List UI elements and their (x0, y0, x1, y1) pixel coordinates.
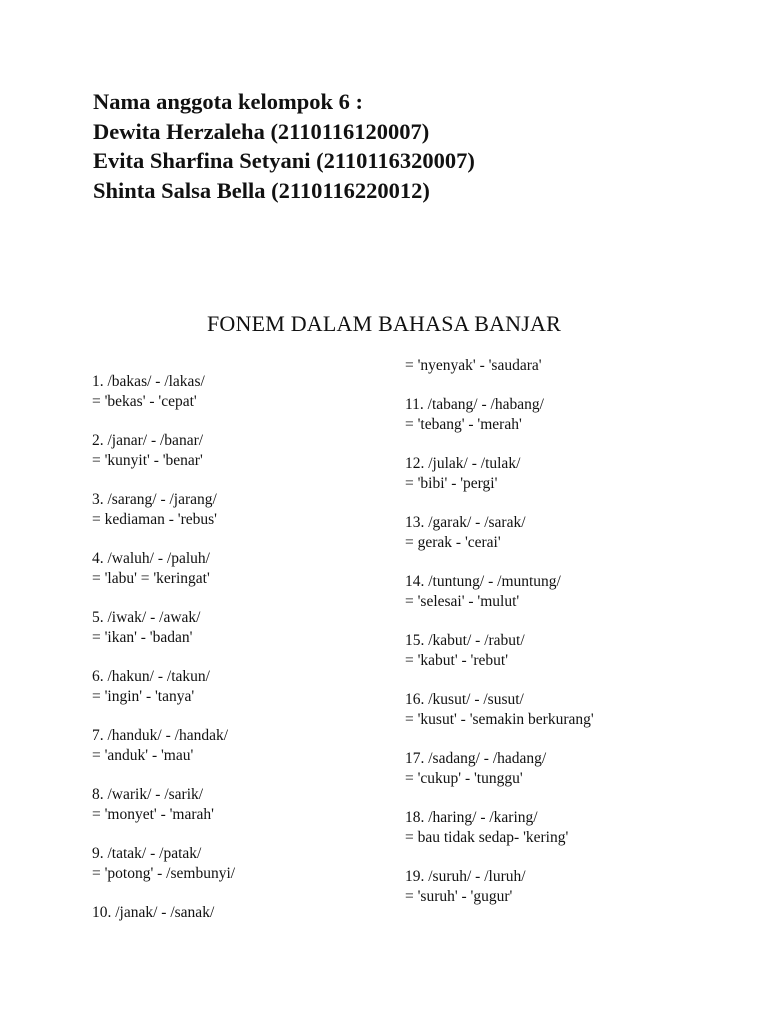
phoneme-pair: 1. /bakas/ - /lakas/ (92, 373, 205, 390)
meaning: = 'kunyit' - 'benar' (92, 452, 203, 469)
member-3: Shinta Salsa Bella (2110116220012) (93, 177, 430, 203)
phoneme-pair: 10. /janak/ - /sanak/ (92, 904, 215, 921)
meaning: = bau tidak sedap- 'kering' (405, 829, 569, 846)
phoneme-pair: 8. /warik/ - /sarik/ (92, 786, 204, 803)
list-item (92, 903, 235, 923)
list-item (92, 490, 235, 530)
phoneme-pair: 5. /iwak/ - /awak/ (92, 609, 201, 626)
phoneme-pair: 19. /suruh/ - /luruh/ (405, 868, 526, 885)
phoneme-pair: 3. /sarang/ - /jarang/ (92, 491, 217, 508)
list-item (405, 454, 594, 494)
list-item (92, 844, 235, 884)
list-item (405, 867, 594, 907)
list-item (92, 549, 235, 589)
meaning: = kediaman - 'rebus' (92, 511, 217, 528)
meaning: = 'labu' = 'keringat' (92, 570, 210, 587)
left-column (92, 372, 235, 942)
meaning: = 'monyet' - 'marah' (92, 806, 214, 823)
list-item (92, 785, 235, 825)
meaning: = 'selesai' - 'mulut' (405, 593, 520, 610)
phoneme-pair: 6. /hakun/ - /takun/ (92, 668, 210, 685)
meaning: = 'cukup' - 'tunggu' (405, 770, 523, 787)
phoneme-pair: 13. /garak/ - /sarak/ (405, 514, 526, 531)
list-item (405, 749, 594, 789)
meaning: = 'suruh' - 'gugur' (405, 888, 513, 905)
meaning: = 'kabut' - 'rebut' (405, 652, 508, 669)
list-item (405, 513, 594, 553)
meaning: = 'bekas' - 'cepat' (92, 393, 197, 410)
document-title-text: FONEM DALAM BAHASA BANJAR (207, 311, 561, 336)
meaning: = 'bibi' - 'pergi' (405, 475, 498, 492)
phoneme-pair: 4. /waluh/ - /paluh/ (92, 550, 210, 567)
phoneme-pair: 12. /julak/ - /tulak/ (405, 455, 521, 472)
list-item (405, 808, 594, 848)
phoneme-pair: 11. /tabang/ - /habang/ (405, 396, 544, 413)
meaning: = gerak - 'cerai' (405, 534, 501, 551)
right-column (405, 356, 594, 926)
meaning: = 'ikan' - 'badan' (92, 629, 193, 646)
meaning: = 'ingin' - 'tanya' (92, 688, 195, 705)
phoneme-pair: 15. /kabut/ - /rabut/ (405, 632, 525, 649)
phoneme-pair: 7. /handuk/ - /handak/ (92, 727, 229, 744)
meaning: = 'kusut' - 'semakin berkurang' (405, 711, 594, 728)
member-2: Evita Sharfina Setyani (2110116320007) (93, 148, 475, 173)
meaning: = 'tebang' - 'merah' (405, 416, 522, 433)
phoneme-pair: 14. /tuntung/ - /muntung/ (405, 573, 561, 590)
continued-meaning (405, 356, 594, 376)
list-item (405, 395, 594, 435)
document-title (0, 311, 768, 337)
list-item (405, 690, 594, 730)
meaning: = 'anduk' - 'mau' (92, 747, 194, 764)
list-item (405, 572, 594, 612)
phoneme-pair: 16. /kusut/ - /susut/ (405, 691, 524, 708)
member-1: Dewita Herzaleha (2110116120007) (93, 118, 430, 144)
list-item (92, 372, 235, 412)
phoneme-pair: 17. /sadang/ - /hadang/ (405, 750, 547, 767)
list-item (92, 431, 235, 471)
phoneme-pair: 2. /janar/ - /banar/ (92, 432, 204, 449)
phoneme-pair: 18. /haring/ - /karing/ (405, 809, 538, 826)
meaning: = 'potong' - /sembunyi/ (92, 865, 236, 882)
list-item (405, 631, 594, 671)
group-members-header (93, 87, 475, 205)
list-item (92, 667, 235, 707)
meaning: = 'nyenyak' - 'saudara' (405, 357, 542, 374)
phoneme-pair: 9. /tatak/ - /patak/ (92, 845, 202, 862)
list-item (92, 608, 235, 648)
list-item (92, 726, 235, 766)
group-heading: Nama anggota kelompok 6 : (93, 89, 364, 114)
